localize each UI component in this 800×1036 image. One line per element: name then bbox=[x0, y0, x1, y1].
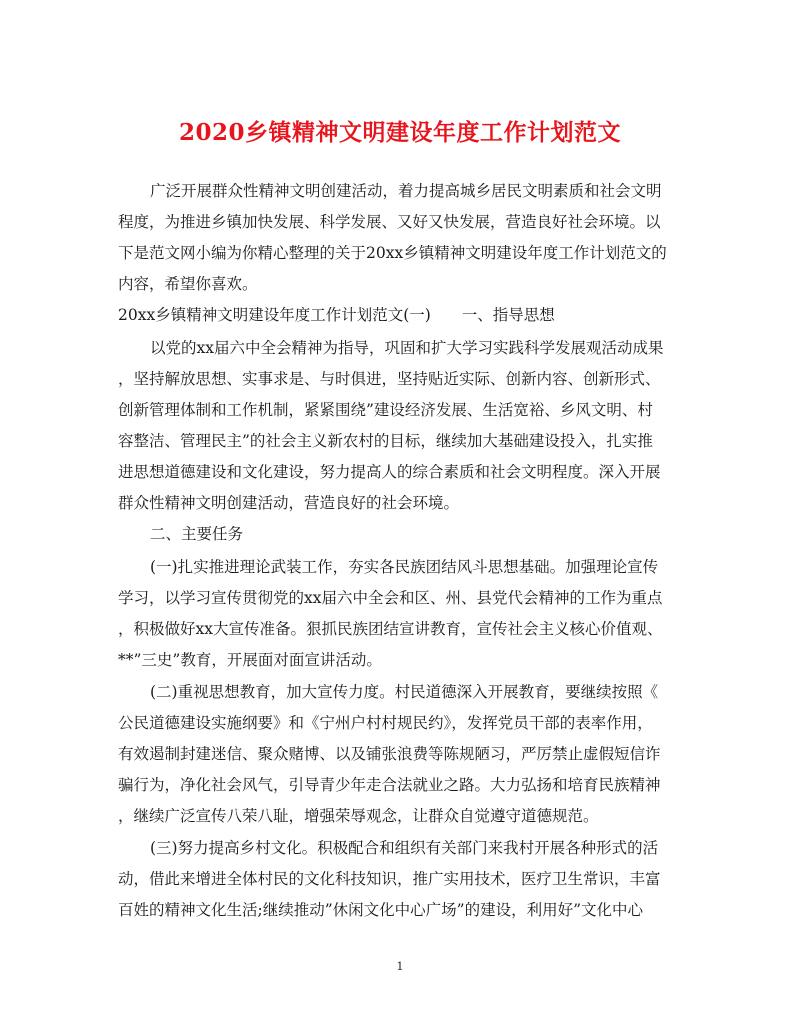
paragraph-line: ，继续广泛宣传八荣八耻，增强荣辱观念，让群众自觉遵守道德规范。 bbox=[118, 807, 599, 825]
paragraph-line: 容整洁、管理民主”的社会主义新农村的目标，继续加大基础建设投入，扎实推 bbox=[118, 432, 653, 450]
paragraph-line: (一)扎实推进理论武装工作，夯实各民族团结风斗思想基础。加强理论宣传 bbox=[150, 558, 659, 576]
paragraph-line: 以党的xx届六中全会精神为指导，巩固和扩大学习实践科学发展观活动成果 bbox=[150, 339, 664, 357]
paragraph-line: 学习，以学习宣传贯彻党的xx届六中全会和区、州、县党代会精神的工作为重点 bbox=[118, 589, 663, 607]
paragraph-line: ，积极做好xx大宣传准备。狠抓民族团结宣讲教育，宣传社会主义核心价值观、 bbox=[118, 620, 663, 638]
paragraph-line: 动，借此来增进全体村民的文化科技知识，推广实用技术，医疗卫生常识，丰富 bbox=[118, 870, 661, 888]
document-title: 2020乡镇精神文明建设年度工作计划范文 bbox=[178, 119, 621, 146]
paragraph-line: 百姓的精神文化生活;继续推动”休闲文化中心广场”的建设，利用好”文化中心 bbox=[118, 901, 643, 919]
paragraph-line: 群众性精神文明创建活动，营造良好的社会环境。 bbox=[118, 494, 460, 512]
paragraph-line: 进思想道德建设和文化建设，努力提高人的综合素质和社会文明程度。深入开展 bbox=[118, 463, 661, 481]
page-number: 1 bbox=[396, 960, 404, 973]
paragraph-line: (三)努力提高乡村文化。积极配合和组织有关部门来我村开展各种形式的活 bbox=[150, 839, 659, 857]
paragraph-line: 有效遏制封建迷信、聚众赌博、以及铺张浪费等陈规陋习，严厉禁止虚假短信诈 bbox=[118, 745, 661, 763]
paragraph-line: ，坚持解放思想、实事求是、与时俱进，坚持贴近实际、创新内容、创新形式、 bbox=[118, 370, 661, 388]
paragraph-line: 内容，希望你喜欢。 bbox=[118, 275, 258, 293]
section-heading-line: 20xx乡镇精神文明建设年度工作计划范文(一) 一、指导思想 bbox=[118, 306, 555, 324]
paragraph-line: 公民道德建设实施纲要》和《宁州户村村规民约》，发挥党员干部的表率作用， bbox=[118, 714, 653, 732]
paragraph-line: (二)重视思想教育，加大宣传力度。村民道德深入开展教育，要继续按照《 bbox=[150, 683, 659, 701]
paragraph-line: 广泛开展群众性精神文明创建活动，着力提高城乡居民文明素质和社会文明 bbox=[150, 182, 662, 200]
section-heading-line: 二、主要任务 bbox=[150, 525, 244, 543]
paragraph-line: 下是范文网小编为你精心整理的关于20xx乡镇精神文明建设年度工作计划范文的 bbox=[118, 244, 667, 262]
paragraph-line: **”三史”教育，开展面对面宣讲活动。 bbox=[118, 651, 382, 669]
paragraph-line: 创新管理体制和工作机制，紧紧围绕”建设经济发展、生活宽裕、乡风文明、村 bbox=[118, 401, 653, 419]
paragraph-line: 程度，为推进乡镇加快发展、科学发展、又好又快发展，营造良好社会环境。以 bbox=[118, 213, 661, 231]
paragraph-line: 骗行为，净化社会风气，引导青少年走合法就业之路。大力弘扬和培育民族精神 bbox=[118, 776, 661, 794]
